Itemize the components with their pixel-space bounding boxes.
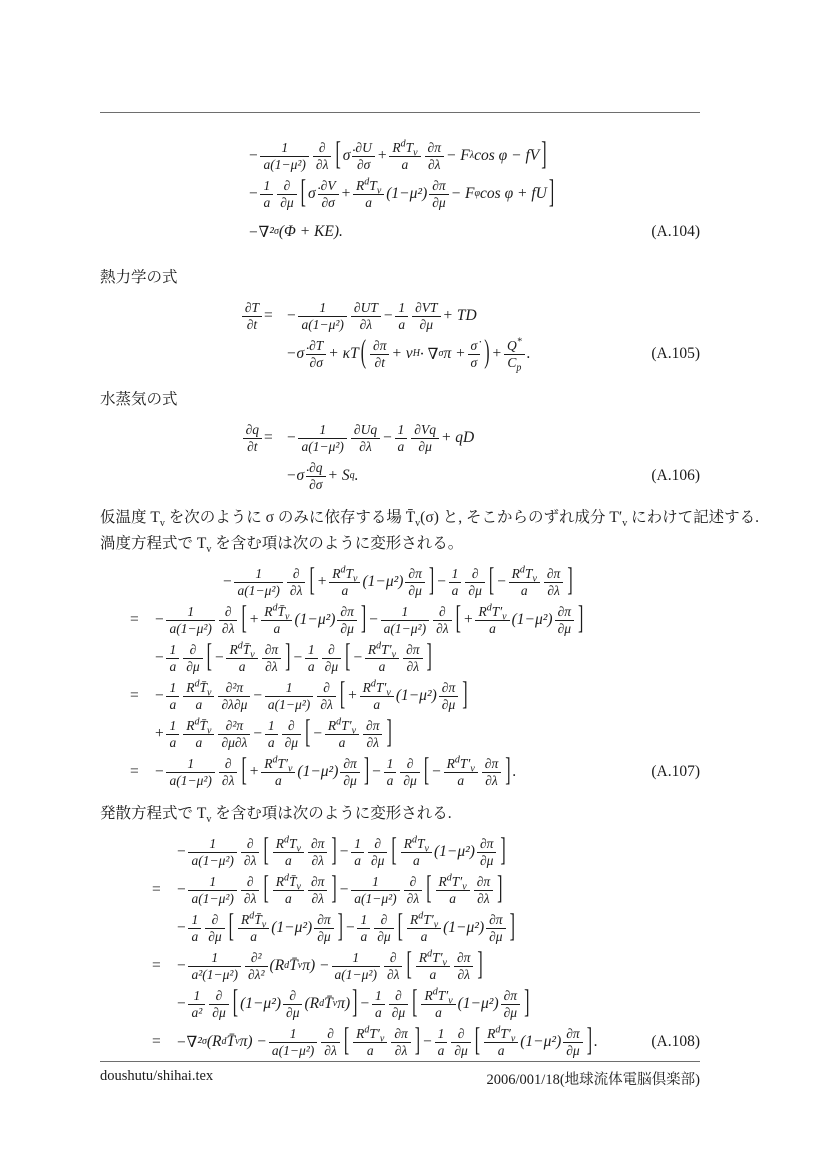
fraction: $\frac{1}{a}$ — [166, 718, 179, 751]
fraction: $\frac{\partial}{\partial\mu}$ — [374, 912, 393, 945]
equation-body: − $\frac{1}{\text{a(1−μ²)}}$ $\frac{\partial}{\partial\lambda}$ [ σ̇ $\frac{\partial U}{\partial\sigma}$ + $\frac{R^dT_v}{a}$ $\frac{\partial\pi}{\partial\lambda}$ − F λ cos φ − fV ] — [248, 140, 549, 173]
fraction: $\frac{R^dT'_v}{a}$ — [421, 988, 455, 1021]
big-delimiter: ] — [337, 909, 343, 945]
equation-relation: = — [152, 1033, 161, 1050]
fraction: $\frac{\partial q}{\partial t}$ — [243, 422, 262, 455]
fraction: $\frac{R^dT'_v}{a}$ — [416, 950, 450, 983]
fraction: $\frac{R^dT'_v}{a}$ — [365, 642, 399, 675]
fraction: $\frac{1}{\text{a(1−μ²)}}$ — [265, 680, 313, 713]
fraction: $\frac{\partial}{\partial\lambda}$ — [384, 950, 403, 983]
fraction: $\frac{1}{a}$ — [305, 642, 318, 675]
fraction: $\frac{R^dT̄_v}{a}$ — [261, 604, 292, 637]
equation-block-a107 — [130, 563, 700, 791]
fraction: $\frac{1}{\text{a(1−μ²)}}$ — [260, 140, 308, 173]
fraction: $\frac{\partial}{\partial\mu}$ — [451, 1026, 470, 1059]
equation-row — [130, 677, 700, 715]
big-delimiter: ] — [331, 871, 337, 907]
equation-body: − $\frac{1}{\text{a(1−μ²)}}$ $\frac{\partial}{\partial\lambda}$ [ + $\frac{R^dT_v}{a}$ (1−μ²) $\frac{\partial\pi}{\partial\mu}$ ] − $\frac{1}{a}$ $\frac{\partial}{\partial\mu}$ [ − $\frac{R^dT_v}{a}$ $\frac{\partial\pi}{\partial\lambda}$ ] — [222, 566, 575, 599]
fraction: $\frac{\partial\pi}{\partial\lambda}$ — [454, 950, 473, 983]
big-delimiter: ] — [497, 871, 503, 907]
fraction: $\frac{\text{∂²}}{\text{∂λ²}}$ — [245, 950, 268, 983]
big-delimiter: [ — [455, 601, 461, 637]
fraction: $\frac{\partial\pi}{\partial\mu}$ — [340, 756, 359, 789]
header-rule — [100, 112, 700, 113]
fraction: $\frac{\partial}{\partial\lambda}$ — [287, 566, 306, 599]
equation-block-a108 — [152, 833, 700, 1061]
section-heading-thermodynamics: 熱力学の式 — [100, 269, 178, 286]
fraction: $\frac{\partial UT}{\partial\lambda}$ — [351, 300, 381, 333]
fraction: $\frac{1}{\text{a(1−μ²)}}$ — [166, 756, 214, 789]
fraction: $\frac{\partial}{\partial\lambda}$ — [313, 140, 332, 173]
big-delimiter: ] — [509, 909, 515, 945]
fraction: $\frac{\partial}{\partial\mu}$ — [277, 178, 296, 211]
big-delimiter: [ — [241, 753, 247, 789]
paragraph-virtual-temperature — [100, 505, 759, 557]
big-delimiter: ] — [567, 563, 573, 599]
equation-number: (A.104) — [651, 223, 700, 240]
big-delimiter: ] — [360, 601, 367, 637]
fraction: $\frac{R^dT'_v}{a}$ — [360, 680, 394, 713]
fraction: $\frac{R^dT'_v}{a}$ — [444, 756, 478, 789]
equation-relation: = — [264, 307, 273, 324]
fraction: $\frac{1}{\text{a(1−μ²)}}$ — [298, 300, 346, 333]
equation-relation: = — [264, 429, 273, 446]
big-delimiter: ) — [484, 335, 490, 371]
equation-row — [130, 601, 700, 639]
fraction: $\frac{R^dT'_v}{a}$ — [325, 718, 359, 751]
fraction: $\frac{\partial Vq}{\partial\mu}$ — [411, 422, 439, 455]
fraction: $\frac{\partial\pi}{\partial\mu}$ — [429, 178, 448, 211]
fraction: $\frac{\partial\pi}{\partial\lambda}$ — [403, 642, 422, 675]
big-delimiter: [ — [263, 871, 269, 907]
equation-row — [152, 909, 700, 947]
fraction: $\frac{\sigmȧ}{\sigma}$ — [468, 338, 481, 371]
big-delimiter: ] — [578, 601, 584, 637]
fraction: $\frac{\partial}{\partial\mu}$ — [282, 718, 301, 751]
equation-row — [152, 947, 700, 985]
fraction: $\frac{R^dT̄_v}{a}$ — [273, 874, 304, 907]
big-delimiter: [ — [391, 833, 397, 869]
fraction: $\frac{\partial}{\partial\mu}$ — [389, 988, 408, 1021]
fraction: $\frac{R^dT_v}{a}$ — [329, 566, 360, 599]
big-delimiter: ] — [331, 833, 337, 869]
fraction: $\frac{\partial\pi}{\partial t}$ — [370, 338, 389, 371]
equation-row — [152, 871, 700, 909]
fraction: $\frac{1}{\text{a(1−μ²)}}$ — [188, 874, 236, 907]
equation-body: − $\frac{1}{\text{a(1−μ²)}}$ $\frac{\partial}{\partial\lambda}$ [ $\frac{R^dT_v}{a}$ $\frac{\partial\pi}{\partial\lambda}$ ] − $\frac{1}{a}$ $\frac{\partial}{\partial\mu}$ [ $\frac{R^dT_v}{a}$ (1−μ²) $\frac{\partial\pi}{\partial\mu}$ ] — [176, 836, 508, 869]
equation-row — [238, 457, 700, 495]
equation-row — [248, 137, 700, 175]
equation-body: −∇² σ (Φ + KE). — [248, 223, 343, 241]
fraction: $\frac{1}{a}$ — [435, 1026, 448, 1059]
fraction: $\frac{1}{a}$ — [260, 178, 273, 211]
fraction: $\frac{1}{a}$ — [166, 680, 179, 713]
fraction: $\frac{\partial\pi}{\partial\mu}$ — [439, 680, 458, 713]
paragraph-line: 発散方程式で $T_v$ を含む項は次のように変形される. — [100, 805, 452, 826]
equation-body: −∇² σ (R d T̄ v π) − $\frac{1}{\text{a(1−μ²)}}$ $\frac{\partial}{\partial\lambda}$ [ $\frac{R^dT'_v}{a}$ $\frac{\partial\pi}{\partial\lambda}$ ] − $\frac{1}{a}$ $\frac{\partial}{\partial\mu}$ [ $\frac{R^dT'_v}{a}$ (1−μ²) $\frac{\partial\pi}{\partial\mu}$ ] . — [176, 1026, 598, 1059]
big-delimiter: [ — [423, 753, 430, 789]
equation-row — [130, 639, 700, 677]
fraction: $\frac{\partial}{\partial\mu}$ — [209, 988, 228, 1021]
equation-body: − $\frac{1}{a}$ $\frac{\partial}{\partial\mu}$ [ $\frac{R^dT̄_v}{a}$ (1−μ²) $\frac{\partial\pi}{\partial\mu}$ ] − $\frac{1}{a}$ $\frac{\partial}{\partial\mu}$ [ $\frac{R^dT'_v}{a}$ (1−μ²) $\frac{\partial\pi}{\partial\mu}$ ] — [176, 912, 517, 945]
equation-body: − $\frac{1}{\text{a(1−μ²)}}$ $\frac{\partial}{\partial\lambda}$ [ $\frac{R^dT̄_v}{a}$ $\frac{\partial\pi}{\partial\lambda}$ ] − $\frac{1}{\text{a(1−μ²)}}$ $\frac{\partial}{\partial\lambda}$ [ $\frac{R^dT'_v}{a}$ $\frac{\partial\pi}{\partial\lambda}$ ] — [176, 874, 504, 907]
fraction: $\frac{\partial}{\partial\mu}$ — [465, 566, 484, 599]
big-delimiter: ] — [524, 985, 530, 1021]
fraction: $\frac{1}{a}$ — [395, 300, 408, 333]
fraction: $\frac{\partial}{\partial\lambda}$ — [433, 604, 452, 637]
big-delimiter: ] — [426, 639, 432, 675]
equation-row — [238, 419, 700, 457]
big-delimiter: [ — [406, 947, 412, 983]
big-delimiter: ] — [386, 715, 392, 751]
fraction: $\frac{\partial}{\partial\mu}$ — [205, 912, 224, 945]
fraction: $\frac{\partial}{\partial\lambda}$ — [219, 604, 238, 637]
equation-body: −σ̇ $\frac{\partial q}{\partial\sigma}$ + S q . — [286, 459, 359, 492]
big-delimiter: ] — [414, 1023, 421, 1059]
fraction: $\frac{1}{\text{a(1−μ²)}}$ — [166, 604, 214, 637]
equation-body: − $\frac{1}{a}$ $\frac{\partial}{\partial\mu}$ [ σ̇ $\frac{\partial V}{\partial\sigma}$ + $\frac{R^dT_v}{a}$ (1−μ²) $\frac{\partial\pi}{\partial\mu}$ − F φ cos φ + fU ] — [248, 178, 556, 211]
equation-number: (A.106) — [651, 467, 700, 484]
fraction: $\frac{\partial\pi}{\partial\mu}$ — [555, 604, 574, 637]
equation-number: (A.107) — [651, 763, 700, 780]
equation-body: − $\frac{1}{\text{a(1−μ²)}}$ $\frac{\partial Uq}{\partial\lambda}$ − $\frac{1}{a}$ $\frac{\partial Vq}{\partial\mu}$ + qD — [286, 421, 475, 454]
fraction: $\frac{R^dT̄_v}{a}$ — [183, 718, 214, 751]
fraction: $\frac{\partial\pi}{\partial\lambda}$ — [363, 718, 382, 751]
fraction: $\frac{1}{a}$ — [188, 912, 201, 945]
fraction: $\frac{\partial\pi}{\partial\lambda}$ — [391, 1026, 410, 1059]
big-delimiter: [ — [309, 563, 315, 599]
fraction: $\frac{\partial}{\partial\mu}$ — [183, 642, 202, 675]
equation-block-a106 — [238, 419, 700, 495]
paragraph-line: 仮温度 $T_v$ を次のように σ のみに依存する場 $T̄_v(\sigma)$ と, そこからのずれ成分 $T'_v$ にわけて記述する. — [100, 509, 759, 530]
big-delimiter: [ — [343, 1023, 350, 1059]
fraction: $\frac{\partial\pi}{\partial\lambda}$ — [482, 756, 501, 789]
big-delimiter: [ — [305, 715, 311, 751]
big-delimiter: [ — [412, 985, 418, 1021]
fraction: $\frac{\partial}{\partial\lambda}$ — [404, 874, 423, 907]
fraction: $\frac{R^dT̄_v}{a}$ — [183, 680, 214, 713]
fraction: $\frac{\partial\pi}{\partial\mu}$ — [486, 912, 505, 945]
fraction: $\frac{1}{a}$ — [357, 912, 370, 945]
equation-relation: = — [152, 957, 161, 974]
big-delimiter: [ — [263, 833, 269, 869]
fraction: $\frac{1}{\text{a(1−μ²)}}$ — [188, 836, 236, 869]
fraction: $\frac{\partial}{\partial\lambda}$ — [219, 756, 238, 789]
big-delimiter: [ — [241, 601, 247, 637]
fraction: $\frac{\partial\pi}{\partial\mu}$ — [501, 988, 520, 1021]
equation-body: + $\frac{1}{a}$ $\frac{R^dT̄_v}{a}$ $\frac{\text{∂²π}}{\partial\mu\partial\lambda}$ − $\frac{1}{a}$ $\frac{\partial}{\partial\mu}$ [ − $\frac{R^dT'_v}{a}$ $\frac{\partial\pi}{\partial\lambda}$ ] — [154, 718, 394, 751]
equation-row — [130, 715, 700, 753]
equation-block-a105 — [238, 297, 700, 373]
fraction: $\frac{1}{\text{a(1−μ²)}}$ — [351, 874, 399, 907]
fraction: $\frac{\text{∂²π}}{\partial\lambda\partial\mu}$ — [218, 680, 250, 713]
equation-relation: = — [130, 763, 139, 780]
fraction: $\frac{\partial\pi}{\partial\lambda}$ — [308, 836, 327, 869]
fraction: $\frac{\partial q}{\partial\sigma}$ — [306, 460, 325, 493]
fraction: $\frac{\partial}{\partial\mu}$ — [322, 642, 341, 675]
fraction: $\frac{Q^*}{C_p}$ — [504, 338, 525, 371]
equation-body: − $\frac{1}{\text{a(1−μ²)}}$ $\frac{\partial UT}{\partial\lambda}$ − $\frac{1}{a}$ $\frac{\partial VT}{\partial\mu}$ + TD — [286, 299, 477, 332]
big-delimiter: [ — [232, 985, 239, 1021]
big-delimiter: [ — [339, 677, 346, 713]
fraction: $\frac{\partial U}{\partial\sigma}$ — [352, 140, 374, 173]
paragraph-line: 渦度方程式で $T_v$ を含む項は次のように変形される。 — [100, 535, 464, 556]
equation-row — [152, 833, 700, 871]
fraction: $\frac{R^dT'_v}{a}$ — [407, 912, 441, 945]
equation-body: − $\frac{1}{\text{a²(1−μ²)}}$ $\frac{\text{∂²}}{\text{∂λ²}}$ (R d T̄ v π) − $\frac{1}{\text{a(1−μ²)}}$ $\frac{\partial}{\partial\lambda}$ [ $\frac{R^dT'_v}{a}$ $\frac{\partial\pi}{\partial\lambda}$ ] — [176, 950, 485, 983]
equation-body: − $\frac{1}{\text{a(1−μ²)}}$ $\frac{\partial}{\partial\lambda}$ [ + $\frac{R^dT'_v}{a}$ (1−μ²) $\frac{\partial\pi}{\partial\mu}$ ] − $\frac{1}{a}$ $\frac{\partial}{\partial\mu}$ [ − $\frac{R^dT'_v}{a}$ $\frac{\partial\pi}{\partial\lambda}$ ] . — [154, 756, 516, 789]
fraction: $\frac{\partial\pi}{\partial\lambda}$ — [544, 566, 563, 599]
fraction: $\frac{\partial\pi}{\partial\lambda}$ — [262, 642, 281, 675]
fraction: $\frac{1}{a}$ — [372, 988, 385, 1021]
equation-row — [152, 985, 700, 1023]
fraction: $\frac{\partial\pi}{\partial\lambda}$ — [425, 140, 444, 173]
fraction: $\frac{\text{∂²π}}{\partial\mu\partial\lambda}$ — [218, 718, 250, 751]
fraction: $\frac{\partial T}{\partial t}$ — [242, 300, 262, 333]
fraction: $\frac{1}{\text{a(1−μ²)}}$ — [269, 1026, 317, 1059]
equation-body: − $\frac{1}{\text{a(1−μ²)}}$ $\frac{\partial}{\partial\lambda}$ [ + $\frac{R^dT̄_v}{a}$ (1−μ²) $\frac{\partial\pi}{\partial\mu}$ ] − $\frac{1}{\text{a(1−μ²)}}$ $\frac{\partial}{\partial\lambda}$ [ + $\frac{R^dT'_v}{a}$ (1−μ²) $\frac{\partial\pi}{\partial\mu}$ ] — [154, 604, 585, 637]
equation-relation: = — [130, 687, 139, 704]
big-delimiter: ] — [352, 985, 358, 1021]
fraction: $\frac{1}{a}$ — [384, 756, 397, 789]
equation-body: − $\frac{1}{a}$ $\frac{\partial}{\partial\mu}$ [ − $\frac{R^dT̄_v}{a}$ $\frac{\partial\pi}{\partial\lambda}$ ] − $\frac{1}{a}$ $\frac{\partial}{\partial\mu}$ [ − $\frac{R^dT'_v}{a}$ $\frac{\partial\pi}{\partial\lambda}$ ] — [154, 642, 434, 675]
fraction: $\frac{R^dT'_v}{a}$ — [484, 1026, 518, 1059]
fraction: $\frac{1}{\text{a²(1−μ²)}}$ — [188, 950, 240, 983]
footer-filename: doushutu/shihai.tex — [100, 1068, 214, 1084]
big-delimiter: [ — [474, 1023, 481, 1059]
big-delimiter: ] — [363, 753, 370, 789]
equation-row — [152, 1023, 700, 1061]
fraction: $\frac{1}{a}$ — [351, 836, 364, 869]
fraction: $\frac{1}{a}$ — [265, 718, 278, 751]
equation-row — [248, 175, 700, 213]
big-delimiter: ] — [541, 137, 547, 173]
fraction: $\frac{R^dT'_v}{a}$ — [261, 756, 295, 789]
big-delimiter: ] — [428, 563, 435, 599]
equation-body: − $\frac{1}{\text{a²}}$ $\frac{\partial}{\partial\mu}$ [ (1−μ²) $\frac{\partial}{\partial\mu}$ (R d T̄ v π) ] − $\frac{1}{a}$ $\frac{\partial}{\partial\mu}$ [ $\frac{R^dT'_v}{a}$ (1−μ²) $\frac{\partial\pi}{\partial\mu}$ ] — [176, 988, 531, 1021]
big-delimiter: [ — [206, 639, 212, 675]
fraction: $\frac{\partial V}{\partial\sigma}$ — [318, 178, 339, 211]
fraction: $\frac{1}{a}$ — [395, 422, 408, 455]
equation-body: −σ̇ $\frac{\partial T}{\partial\sigma}$ + κT ( $\frac{\partial\pi}{\partial t}$ + v H · ∇ σ π + $\frac{\sigmȧ}{\sigma}$ ) + $\frac{Q^*}{C_p}$ . — [286, 335, 531, 374]
fraction: $\frac{\partial\pi}{\partial\mu}$ — [337, 604, 356, 637]
fraction: $\frac{1}{\text{a(1−μ²)}}$ — [332, 950, 380, 983]
fraction: $\frac{1}{\text{a²}}$ — [188, 988, 205, 1021]
fraction: $\frac{R^dT_v}{a}$ — [273, 836, 304, 869]
fraction: $\frac{\partial VT}{\partial\mu}$ — [412, 300, 440, 333]
equation-number: (A.108) — [651, 1033, 700, 1050]
fraction: $\frac{\partial}{\partial\mu}$ — [400, 756, 419, 789]
big-delimiter: [ — [488, 563, 495, 599]
equation-row — [130, 563, 700, 601]
big-delimiter: [ — [345, 639, 351, 675]
fraction: $\frac{R^dT_v}{a}$ — [353, 178, 384, 211]
fraction: $\frac{1}{a}$ — [449, 566, 462, 599]
fraction: $\frac{1}{a}$ — [166, 642, 179, 675]
equation-lhs — [238, 422, 264, 455]
big-delimiter: [ — [300, 175, 306, 211]
fraction: $\frac{\partial T}{\partial\sigma}$ — [306, 338, 326, 371]
fraction: $\frac{\partial\pi}{\partial\mu}$ — [477, 836, 496, 869]
big-delimiter: ] — [285, 639, 291, 675]
fraction: $\frac{R^dT̄_v}{a}$ — [226, 642, 257, 675]
big-delimiter: ( — [360, 335, 367, 371]
equation-block-a104 — [248, 137, 700, 251]
fraction: $\frac{\partial}{\partial\lambda}$ — [241, 874, 260, 907]
big-delimiter: [ — [228, 909, 234, 945]
page-footer — [100, 1061, 700, 1089]
big-delimiter: [ — [335, 137, 341, 173]
fraction: $\frac{\partial}{\partial\lambda}$ — [321, 1026, 340, 1059]
equation-row — [248, 213, 700, 251]
fraction: $\frac{R^dT_v}{a}$ — [509, 566, 540, 599]
fraction: $\frac{R^dT'_v}{a}$ — [436, 874, 470, 907]
fraction: $\frac{\partial}{\partial\mu}$ — [368, 836, 387, 869]
equation-relation: = — [130, 611, 139, 628]
big-delimiter: [ — [397, 909, 403, 945]
big-delimiter: [ — [426, 871, 432, 907]
fraction: $\frac{\partial\pi}{\partial\mu}$ — [314, 912, 333, 945]
fraction: $\frac{\partial}{\partial\lambda}$ — [317, 680, 336, 713]
fraction: $\frac{\partial\pi}{\partial\lambda}$ — [308, 874, 327, 907]
fraction: $\frac{R^dT̄_v}{a}$ — [238, 912, 269, 945]
fraction: $\frac{1}{\text{a(1−μ²)}}$ — [234, 566, 282, 599]
equation-lhs — [238, 300, 264, 333]
fraction: $\frac{\partial\pi}{\partial\mu}$ — [563, 1026, 582, 1059]
fraction: $\frac{R^dT_v}{a}$ — [401, 836, 432, 869]
equation-number: (A.105) — [651, 345, 700, 362]
equation-body: − $\frac{1}{a}$ $\frac{R^dT̄_v}{a}$ $\frac{\text{∂²π}}{\partial\lambda\partial\mu}$ − $\frac{1}{\text{a(1−μ²)}}$ $\frac{\partial}{\partial\lambda}$ [ + $\frac{R^dT'_v}{a}$ (1−μ²) $\frac{\partial\pi}{\partial\mu}$ ] — [154, 680, 470, 713]
footer-date: 2006/001/18(地球流体電脳倶楽部) — [486, 1072, 700, 1088]
fraction: $\frac{\partial}{\partial\lambda}$ — [241, 836, 260, 869]
fraction: $\frac{1}{\text{a(1−μ²)}}$ — [298, 422, 346, 455]
fraction: $\frac{1}{\text{a(1−μ²)}}$ — [381, 604, 429, 637]
big-delimiter: ] — [462, 677, 468, 713]
fraction: $\frac{\partial}{\partial\mu}$ — [283, 988, 302, 1021]
section-heading-water-vapor: 水蒸気の式 — [100, 391, 178, 408]
fraction: $\frac{\partial Uq}{\partial\lambda}$ — [351, 422, 380, 455]
big-delimiter: ] — [586, 1023, 593, 1059]
equation-row — [238, 335, 700, 373]
equation-row — [238, 297, 700, 335]
equation-row — [130, 753, 700, 791]
fraction: $\frac{\partial\pi}{\partial\lambda}$ — [474, 874, 493, 907]
equation-relation: = — [152, 881, 161, 898]
big-delimiter: ] — [477, 947, 483, 983]
big-delimiter: ] — [500, 833, 506, 869]
fraction: $\frac{R^dT_v}{a}$ — [389, 140, 420, 173]
big-delimiter: ] — [505, 753, 511, 789]
paragraph-divergence — [100, 801, 700, 827]
fraction: $\frac{\partial\pi}{\partial\mu}$ — [405, 566, 424, 599]
fraction: $\frac{R^dT'_v}{a}$ — [475, 604, 509, 637]
big-delimiter: ] — [548, 175, 555, 211]
fraction: $\frac{R^dT'_v}{a}$ — [353, 1026, 387, 1059]
